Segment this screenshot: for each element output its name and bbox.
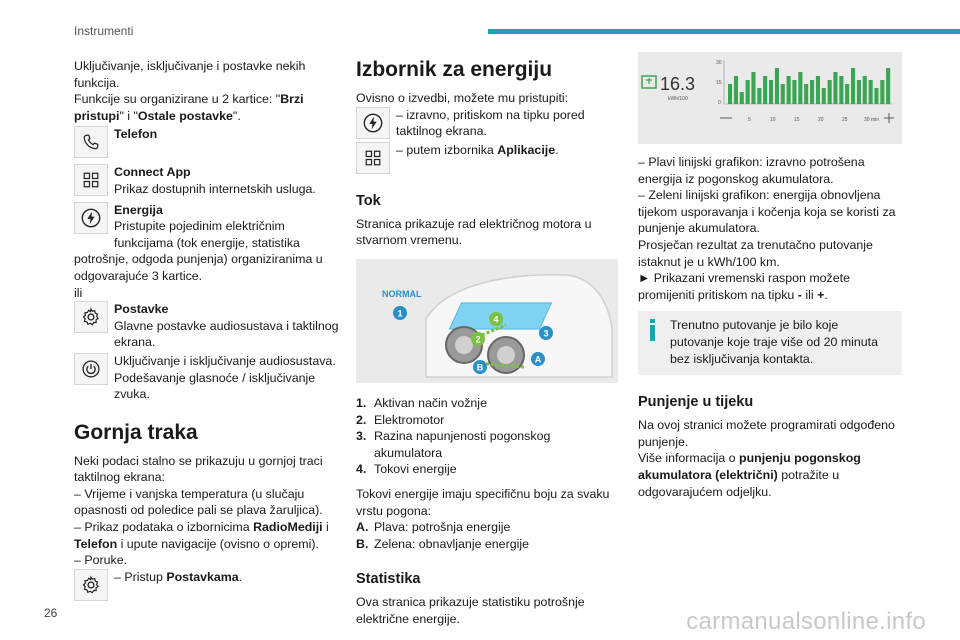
x-tick: 15 (794, 117, 800, 123)
connect-desc: Prikaz dostupnih internetskih usluga. (114, 181, 316, 196)
column-1 (74, 58, 342, 601)
energy-flow-image (356, 259, 618, 383)
pristup-row (74, 569, 342, 601)
access-intro: Ovisno o izvedbi, možete mu pristupiti: (356, 91, 569, 105)
bar (880, 80, 884, 104)
intro-tabs-text: Funkcije su organizirane u 2 kartice: "Brzi pristupi" i "Ostale postavke". (74, 92, 304, 123)
tok-desc: Stranica prikazuje rad električnog motora u stvarnom vremenu. (356, 216, 592, 248)
x-tick: 30 min (864, 117, 880, 123)
gear-icon (74, 569, 108, 601)
bar (728, 84, 732, 104)
access-row-1 (356, 107, 618, 140)
connect-title: Connect App (114, 165, 191, 180)
watermark: carmanualsonline.info (686, 608, 926, 635)
bar (828, 80, 832, 104)
power-desc: Uključivanje i isključivanje audiosustava. Podešavanje glasnoće / isključivanje zvuka. (114, 353, 336, 402)
x-tick: 25 (842, 117, 848, 123)
list-item: B. Zelena: obnavljanje energije (356, 536, 529, 551)
gornja-heading: Gornja traka (74, 420, 198, 444)
bar (851, 68, 855, 104)
header-accent-bar (488, 29, 960, 34)
bar (833, 72, 837, 104)
bar (886, 68, 890, 104)
stat-desc: Ova stranica prikazuje statistiku potrošnje električne energije. (356, 595, 585, 626)
tok-heading: Tok (356, 192, 381, 209)
pristup-text: – Pristup Postavkama. (114, 569, 243, 584)
bar (839, 76, 843, 104)
grid-icon (74, 164, 108, 196)
telefon-row (74, 126, 342, 158)
info-note (638, 311, 902, 375)
bolt-icon (356, 107, 390, 139)
desc-3: Prosječan rezultat za trenutačno putovanje istaknut je u kWh/100 km. (638, 237, 873, 269)
column-2 (356, 58, 618, 628)
energija-row (74, 202, 342, 285)
bar (781, 84, 785, 104)
bar (810, 80, 814, 104)
bar (740, 92, 744, 104)
punjenje-heading: Punjenje u tijeku (638, 394, 754, 411)
energija-title: Energija (114, 202, 163, 217)
postavke-row (74, 301, 342, 351)
marker-3: 3 (543, 328, 549, 339)
marker-b: B (476, 362, 484, 373)
marker-1: 1 (397, 308, 403, 319)
intro-text: Uključivanje, isključivanje i postavke nekih funkcija. (74, 59, 306, 90)
y-tick: 15 (716, 80, 722, 86)
list-item: 4. Tokovi energije (356, 462, 457, 477)
energy-menu-heading: Izbornik za energiju (356, 58, 553, 81)
access-text-1: – izravno, pritiskom na tipku pored taktilnog ekrana. (396, 107, 585, 139)
list-item: 3. Razina napunjenosti pogonskog akumulatora (356, 429, 551, 460)
phone-icon (74, 126, 108, 158)
x-tick: 20 (818, 117, 824, 123)
power-icon (74, 353, 108, 385)
desc-2: – Zeleni linijski grafikon: energija obnovljena tijekom usporavanja i kočenja koja se koristi za punjenje akumulatora. (638, 188, 896, 236)
column-3 (638, 58, 902, 500)
desc-1: – Plavi linijski grafikon: izravno potrošena energija iz pogonskog akumulatora. (638, 155, 865, 186)
list-item: A. Plava: potrošnja energije (356, 520, 511, 535)
bar (787, 76, 791, 104)
punjenje-desc: Na ovoj stranici možete programirati odgođeno punjenje. (638, 418, 895, 449)
x-tick: 5 (748, 117, 751, 123)
gornja-item-1: – Vrijeme i vanjska temperatura (u slučaju opasnosti od poledice pali se plava žaruljica). (74, 486, 323, 518)
bar (775, 68, 779, 104)
statistics-screen-image (638, 52, 902, 144)
power-row (74, 353, 342, 403)
bar (751, 72, 755, 104)
page-number: 26 (44, 606, 58, 620)
mode-label: NORMAL (382, 288, 422, 299)
more-info: Više informacija o punjenju pogonskog akumulatora (električni) potražite u odgovarajućem odjeljku. (638, 451, 861, 499)
info-icon (646, 319, 660, 343)
connect-row (74, 164, 342, 197)
x-tick: 10 (770, 117, 776, 123)
postavke-desc: Glavne postavke audiosustava i taktilnog ekrana. (114, 318, 339, 350)
bar (863, 76, 867, 104)
bar (757, 88, 761, 104)
energija-desc: Pristupite pojedinim električnim funkcijama (tok energije, statistika potrošnje, odgoda punjenja) organiziranima u odgovarajuće 3 kartice. (74, 219, 323, 283)
marker-2: 2 (475, 334, 481, 345)
ili-text: ili (74, 285, 83, 300)
note-text: Trenutno putovanje je bilo koje putovanje koje traje više od 20 minuta bez isključivanja kontakta. (670, 318, 879, 366)
marker-4: 4 (493, 314, 499, 325)
gear-icon (74, 301, 108, 333)
flow-desc: Tokovi energije imaju specifičnu boju za svaku vrstu pogona: (356, 486, 610, 518)
stat-heading: Statistika (356, 571, 421, 588)
bar (874, 88, 878, 104)
bar (769, 80, 773, 104)
bar (734, 76, 738, 104)
bar (804, 84, 808, 104)
telefon-title: Telefon (114, 127, 158, 142)
marker-a: A (534, 354, 542, 365)
screen-unit: kWh/100 (668, 96, 688, 102)
bar (845, 84, 849, 104)
access-row-2 (356, 142, 618, 174)
gornja-item-3: – Poruke. (74, 553, 128, 568)
bolt-icon (74, 202, 108, 234)
bar (746, 80, 750, 104)
screen-value: 16.3 (660, 74, 696, 94)
grid-icon (356, 142, 390, 174)
postavke-title: Postavke (114, 302, 169, 317)
y-tick: 30 (716, 60, 722, 66)
plus-icon (884, 113, 894, 123)
bar (798, 72, 802, 104)
gornja-item-2: – Prikaz podataka o izbornicima RadioMediji i Telefon i upute navigacije (ovisno o opremi). (74, 520, 329, 551)
gornja-intro: Neki podaci stalno se prikazuju u gornjoj traci taktilnog ekrana: (74, 453, 323, 485)
y-tick: 0 (718, 100, 721, 106)
desc-4: ► Prikazani vremenski raspon možete promijeniti pritiskom na tipku - ili +. (638, 271, 850, 302)
legend-list (356, 395, 618, 478)
bar (816, 76, 820, 104)
list-item: 1. Aktivan način vožnje (356, 395, 487, 410)
bar (763, 76, 767, 104)
list-item: 2. Elektromotor (356, 412, 445, 427)
bar (792, 80, 796, 104)
bar (857, 80, 861, 104)
bar (869, 80, 873, 104)
bar (822, 88, 826, 104)
section-title: Instrumenti (74, 24, 134, 38)
access-text-2: – putem izbornika Aplikacije. (396, 142, 559, 157)
